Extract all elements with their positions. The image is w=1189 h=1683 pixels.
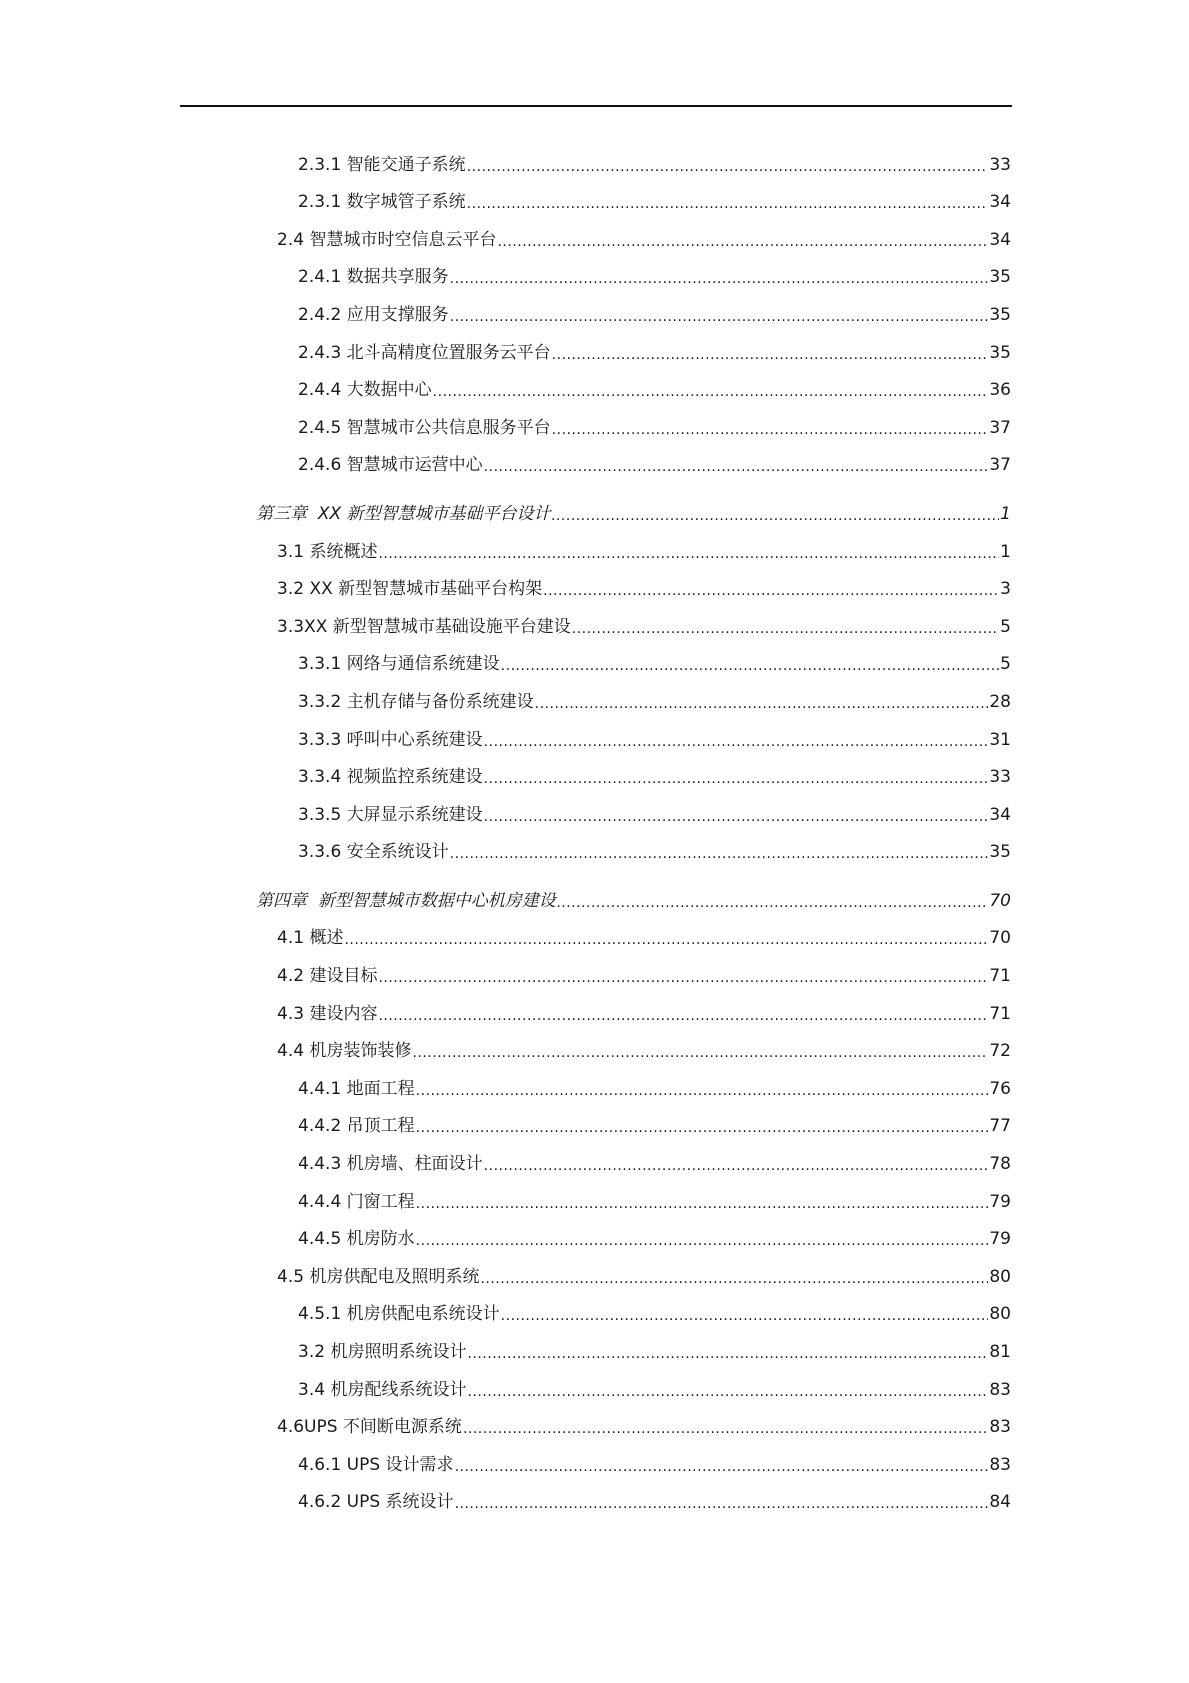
toc-entry-1[interactable]: [0, 176, 1011, 214]
toc-page-number: 34: [989, 229, 1011, 250]
toc-entry-number: 4.6.2: [298, 1492, 347, 1513]
toc-entry-29[interactable]: [0, 1250, 1011, 1288]
toc-entry-number: 4.2: [277, 966, 310, 987]
toc-dot-leader: [497, 229, 988, 251]
toc-entry-26[interactable]: [0, 1137, 1011, 1175]
toc-dot-leader: [344, 927, 988, 949]
toc-entry-31[interactable]: [0, 1325, 1011, 1363]
toc-entry-16[interactable]: [0, 751, 1011, 789]
toc-entry-title: 网络与通信系统建设: [346, 654, 500, 675]
toc-dot-leader: [467, 1341, 988, 1363]
toc-entry-number: 4.3: [277, 1003, 310, 1024]
toc-entry-title: 呼叫中心系统建设: [346, 729, 483, 750]
toc-entry-number: 3.2: [298, 1342, 331, 1362]
toc-page-number: 83: [989, 1417, 1011, 1438]
toc-entry-number: 3.3.5: [298, 804, 347, 825]
toc-entry-30[interactable]: [0, 1288, 1011, 1326]
toc-page-number: 70: [989, 928, 1011, 949]
toc-entry-title: 机房配线系统设计: [330, 1379, 467, 1400]
toc-entry-13[interactable]: [0, 638, 1011, 676]
toc-entry-number: 2.4.3: [298, 342, 347, 363]
toc-page-number: 77: [989, 1116, 1011, 1137]
toc-entry-number: 4.4.1: [298, 1078, 347, 1099]
toc-entry-title: UPS 设计需求: [346, 1454, 454, 1475]
toc-entry-title: 智慧城市公共信息服务平台: [346, 417, 551, 438]
toc-page-number: 35: [989, 304, 1011, 325]
toc-page-number: 35: [989, 267, 1011, 288]
toc-entry-11[interactable]: [0, 563, 1011, 601]
toc-entry-19[interactable]: [0, 874, 1011, 912]
toc-entry-title: 视频监控系统建设: [346, 767, 483, 788]
toc-entry-32[interactable]: [0, 1363, 1011, 1401]
toc-dot-leader: [378, 1003, 988, 1025]
toc-entry-title: XX 新型智慧城市基础设施平台建设: [304, 616, 571, 637]
toc-page-number: 79: [989, 1229, 1011, 1250]
toc-entry-number: 4.4.2: [298, 1116, 347, 1137]
toc-entry-4[interactable]: [0, 288, 1011, 326]
toc-page-number: 33: [989, 154, 1011, 175]
toc-dot-leader: [416, 1078, 989, 1100]
toc-entry-title: 数据共享服务: [346, 267, 449, 288]
toc-page-number: 35: [989, 342, 1011, 363]
toc-page-number: 31: [989, 729, 1011, 750]
toc-page-number: 79: [989, 1191, 1011, 1212]
toc-entry-title: 系统概述: [309, 541, 378, 562]
toc-entry-title: 门窗工程: [346, 1191, 415, 1212]
toc-entry-number: 第四章: [256, 890, 318, 911]
toc-entry-number: 第三章: [256, 503, 318, 524]
toc-entry-6[interactable]: [0, 364, 1011, 402]
toc-entry-number: 2.3.1: [298, 192, 347, 213]
toc-dot-leader: [416, 1191, 989, 1213]
toc-dot-leader: [543, 578, 999, 600]
toc-entry-title: 北斗高精度位置服务云平台: [346, 342, 551, 363]
toc-entry-number: 3.2: [277, 579, 310, 600]
toc-entry-5[interactable]: [0, 326, 1011, 364]
toc-dot-leader: [450, 841, 989, 863]
toc-entry-23[interactable]: [0, 1025, 1011, 1063]
toc-entry-24[interactable]: [0, 1062, 1011, 1100]
toc-page-number: 70: [989, 890, 1011, 911]
toc-page-number: 34: [989, 804, 1011, 825]
toc-dot-leader: [484, 729, 989, 751]
toc-dot-leader: [450, 266, 989, 288]
header-rule: [180, 105, 1012, 107]
toc-entry-number: 2.4.2: [298, 304, 347, 325]
toc-entry-title: 应用支撑服务: [346, 304, 449, 325]
toc-page-number: 37: [989, 417, 1011, 438]
toc-entry-34[interactable]: [0, 1438, 1011, 1476]
toc-page-number: 71: [989, 966, 1011, 987]
toc-page-number: 84: [989, 1492, 1011, 1513]
toc-entry-28[interactable]: [0, 1213, 1011, 1251]
toc-dot-leader: [484, 1153, 989, 1175]
toc-entry-number: 2.4.5: [298, 417, 347, 438]
toc-dot-leader: [501, 1303, 989, 1325]
toc-dot-leader: [480, 1266, 988, 1288]
toc-entry-15[interactable]: [0, 713, 1011, 751]
toc-page-number: 1: [1000, 541, 1011, 562]
toc-entry-title: 吊顶工程: [346, 1116, 415, 1137]
toc-dot-leader: [455, 1491, 989, 1513]
toc-entry-number: 3.1: [277, 541, 310, 562]
toc-entry-title: 智能交通子系统: [346, 154, 466, 175]
toc-page-number: 5: [1000, 654, 1011, 675]
toc-entry-title: 安全系统设计: [346, 842, 449, 863]
toc-entry-title: 地面工程: [346, 1078, 415, 1099]
toc-entry-2[interactable]: [0, 213, 1011, 251]
toc-entry-21[interactable]: [0, 949, 1011, 987]
toc-page-number: 28: [989, 691, 1011, 712]
toc-page-number: 1: [1000, 503, 1011, 524]
toc-entry-17[interactable]: [0, 788, 1011, 826]
toc-entry-title: 概述: [309, 928, 344, 949]
toc-page-number: 80: [989, 1304, 1011, 1325]
toc-entry-number: 3.3.6: [298, 842, 347, 863]
toc-entry-title: 机房防水: [346, 1229, 415, 1250]
toc-entry-14[interactable]: [0, 675, 1011, 713]
toc-entry-title: 建设目标: [309, 966, 378, 987]
toc-entry-number: 4.6: [277, 1417, 305, 1438]
toc-entry-number: 4.4: [277, 1041, 310, 1062]
toc-entry-10[interactable]: [0, 525, 1011, 563]
toc-dot-leader: [484, 454, 989, 476]
toc-entry-title: UPS 系统设计: [346, 1492, 454, 1513]
toc-entry-title: 机房墙、柱面设计: [346, 1154, 483, 1175]
toc-entry-0[interactable]: [0, 138, 1011, 176]
toc-entry-number: 3.3: [277, 616, 305, 637]
toc-dot-leader: [557, 890, 989, 912]
toc-page-number: 5: [1000, 616, 1011, 637]
toc-page-number: 83: [989, 1379, 1011, 1400]
toc-page-number: 33: [989, 767, 1011, 788]
toc-dot-leader: [467, 191, 989, 213]
toc-dot-leader: [467, 1379, 988, 1401]
toc-dot-leader: [455, 1454, 989, 1476]
toc-page-number: 78: [989, 1154, 1011, 1175]
toc-entry-title: 机房供配电系统设计: [346, 1304, 500, 1325]
toc-dot-leader: [378, 541, 999, 563]
toc-dot-leader: [416, 1115, 989, 1137]
toc-entry-33[interactable]: [0, 1401, 1011, 1439]
toc-entry-number: 4.1: [277, 928, 310, 949]
toc-page-number: 37: [989, 455, 1011, 476]
toc-page-number: 83: [989, 1454, 1011, 1475]
toc-entry-title: 数字城管子系统: [346, 192, 466, 213]
toc-entry-number: 2.4.6: [298, 455, 347, 476]
toc-entry-number: 3.3.3: [298, 729, 347, 750]
toc-dot-leader: [412, 1040, 988, 1062]
toc-page-number: 81: [989, 1342, 1011, 1362]
toc-dot-leader: [416, 1228, 989, 1250]
toc-entry-title: 主机存储与备份系统建设: [346, 691, 534, 712]
toc-entry-18[interactable]: [0, 826, 1011, 864]
toc-entry-number: 4.5: [277, 1266, 310, 1287]
toc-entry-number: 3.4: [298, 1379, 331, 1400]
toc-entry-number: 2.3.1: [298, 154, 347, 175]
toc-dot-leader: [378, 965, 988, 987]
toc-entry-number: 2.4: [277, 229, 310, 250]
toc-dot-leader: [552, 417, 989, 439]
toc-dot-leader: [501, 653, 1000, 675]
toc-dot-leader: [450, 304, 989, 326]
toc-entry-number: 4.6.1: [298, 1454, 347, 1475]
toc-entry-number: 3.3.4: [298, 767, 347, 788]
toc-entry-27[interactable]: [0, 1175, 1011, 1213]
toc-entry-20[interactable]: [0, 912, 1011, 950]
toc-entry-35[interactable]: [0, 1476, 1011, 1514]
toc-entry-title: XX 新型智慧城市基础平台构架: [309, 579, 543, 600]
toc-entry-8[interactable]: [0, 439, 1011, 477]
toc-dot-leader: [535, 691, 989, 713]
toc-entry-title: 大屏显示系统建设: [346, 804, 483, 825]
toc-entry-title: 机房供配电及照明系统: [309, 1266, 480, 1287]
toc-entry-9[interactable]: [0, 487, 1011, 525]
toc-page-number: 35: [989, 842, 1011, 863]
toc-dot-leader: [467, 154, 989, 176]
toc-page-number: 3: [1000, 579, 1011, 600]
toc-entry-3[interactable]: [0, 251, 1011, 289]
toc-page-number: 36: [989, 380, 1011, 401]
toc-entry-title: 机房照明系统设计: [330, 1342, 467, 1362]
toc-entry-7[interactable]: [0, 401, 1011, 439]
toc-entry-title: 建设内容: [309, 1003, 378, 1024]
toc-dot-leader: [484, 804, 989, 826]
toc-entry-title: XX 新型智慧城市基础平台设计: [317, 503, 551, 524]
toc-entry-number: 3.3.2: [298, 691, 347, 712]
toc-entry-number: 2.4.1: [298, 267, 347, 288]
toc-dot-leader: [484, 766, 989, 788]
toc-entry-25[interactable]: [0, 1100, 1011, 1138]
toc-entry-title: 智慧城市运营中心: [346, 455, 483, 476]
toc-entry-22[interactable]: [0, 987, 1011, 1025]
toc-dot-leader: [463, 1416, 988, 1438]
toc-entry-title: 新型智慧城市数据中心机房建设: [317, 890, 556, 911]
toc-entry-number: 4.4.4: [298, 1191, 347, 1212]
toc-dot-leader: [552, 503, 1000, 525]
toc-entry-number: 3.3.1: [298, 654, 347, 675]
toc-dot-leader: [552, 342, 989, 364]
toc-entry-title: 机房装饰装修: [309, 1041, 412, 1062]
table-of-contents: [0, 138, 1189, 1513]
toc-entry-number: 2.4.4: [298, 380, 347, 401]
toc-entry-title: 智慧城市时空信息云平台: [309, 229, 497, 250]
toc-page-number: 80: [989, 1266, 1011, 1287]
toc-entry-number: 4.4.5: [298, 1229, 347, 1250]
toc-page-number: 71: [989, 1003, 1011, 1024]
toc-page-number: 72: [989, 1041, 1011, 1062]
toc-dot-leader: [572, 616, 999, 638]
toc-entry-title: 大数据中心: [346, 380, 432, 401]
toc-entry-number: 4.5.1: [298, 1304, 347, 1325]
toc-entry-title: UPS 不间断电源系统: [304, 1417, 462, 1438]
toc-entry-12[interactable]: [0, 600, 1011, 638]
toc-page-number: 76: [989, 1078, 1011, 1099]
toc-page-number: 34: [989, 192, 1011, 213]
toc-dot-leader: [433, 379, 989, 401]
toc-entry-number: 4.4.3: [298, 1154, 347, 1175]
